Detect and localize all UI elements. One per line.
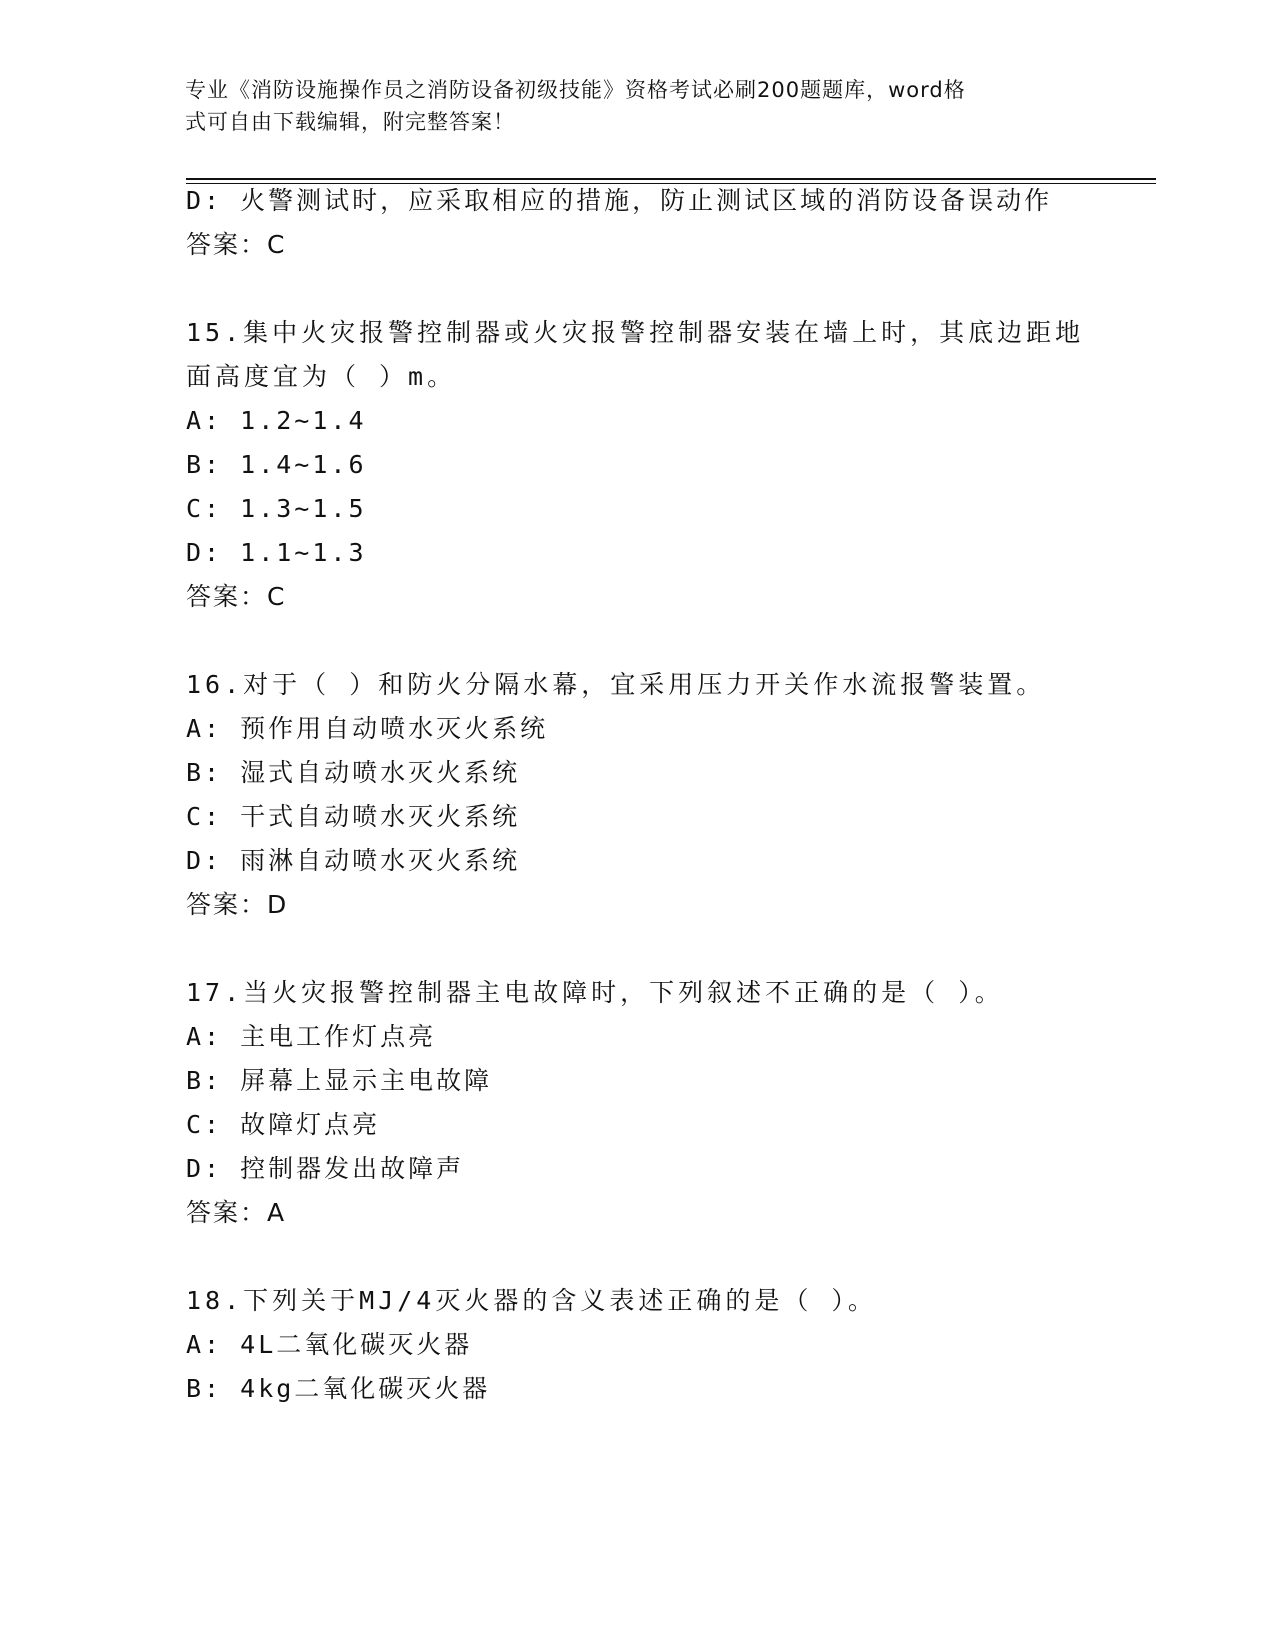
header-note-line-2: 式可自由下载编辑，附完整答案！ xyxy=(185,110,515,134)
q17-option-c: C: 故障灯点亮 xyxy=(186,1110,381,1139)
q15-stem-line-1: 15.集中火灾报警控制器或火灾报警控制器安装在墙上时，其底边距地 xyxy=(186,318,1085,347)
q18-option-a: A: 4L二氧化碳灭火器 xyxy=(186,1330,473,1359)
q16-option-c: C: 干式自动喷水灭火系统 xyxy=(186,802,521,831)
q17-stem: 17.当火灾报警控制器主电故障时，下列叙述不正确的是（ ）。 xyxy=(186,978,1004,1007)
q18-option-b: B: 4kg二氧化碳灭火器 xyxy=(186,1374,491,1403)
q14-option-d: D: 火警测试时，应采取相应的措施，防止测试区域的消防设备误动作 xyxy=(186,186,1053,215)
q15-answer: 答案：C xyxy=(186,582,287,611)
q15-option-d: D: 1.1~1.3 xyxy=(186,538,367,567)
q16-stem: 16.对于（ ）和防火分隔水幕，宜采用压力开关作水流报警装置。 xyxy=(186,670,1046,699)
q18-stem: 18.下列关于MJ/4灭火器的含义表述正确的是（ ）。 xyxy=(186,1286,877,1315)
header-divider-thin xyxy=(186,183,1156,184)
q17-answer: 答案：A xyxy=(186,1198,287,1227)
header-divider-thick xyxy=(186,178,1156,180)
header-note xyxy=(185,74,1065,138)
q16-option-a: A: 预作用自动喷水灭火系统 xyxy=(186,714,549,743)
header-note-line-1: 专业《消防设施操作员之消防设备初级技能》资格考试必刷200题题库，word格 xyxy=(185,78,966,102)
q14-answer: 答案：C xyxy=(186,230,287,259)
q15-option-b: B: 1.4~1.6 xyxy=(186,450,367,479)
q16-option-d: D: 雨淋自动喷水灭火系统 xyxy=(186,846,521,875)
q17-option-d: D: 控制器发出故障声 xyxy=(186,1154,465,1183)
q17-option-a: A: 主电工作灯点亮 xyxy=(186,1022,437,1051)
q16-answer: 答案：D xyxy=(186,890,289,919)
q16-option-b: B: 湿式自动喷水灭火系统 xyxy=(186,758,521,787)
q15-option-c: C: 1.3~1.5 xyxy=(186,494,367,523)
q17-option-b: B: 屏幕上显示主电故障 xyxy=(186,1066,493,1095)
q15-stem-line-2: 面高度宜为（ ）m。 xyxy=(186,362,457,391)
q15-option-a: A: 1.2~1.4 xyxy=(186,406,367,435)
